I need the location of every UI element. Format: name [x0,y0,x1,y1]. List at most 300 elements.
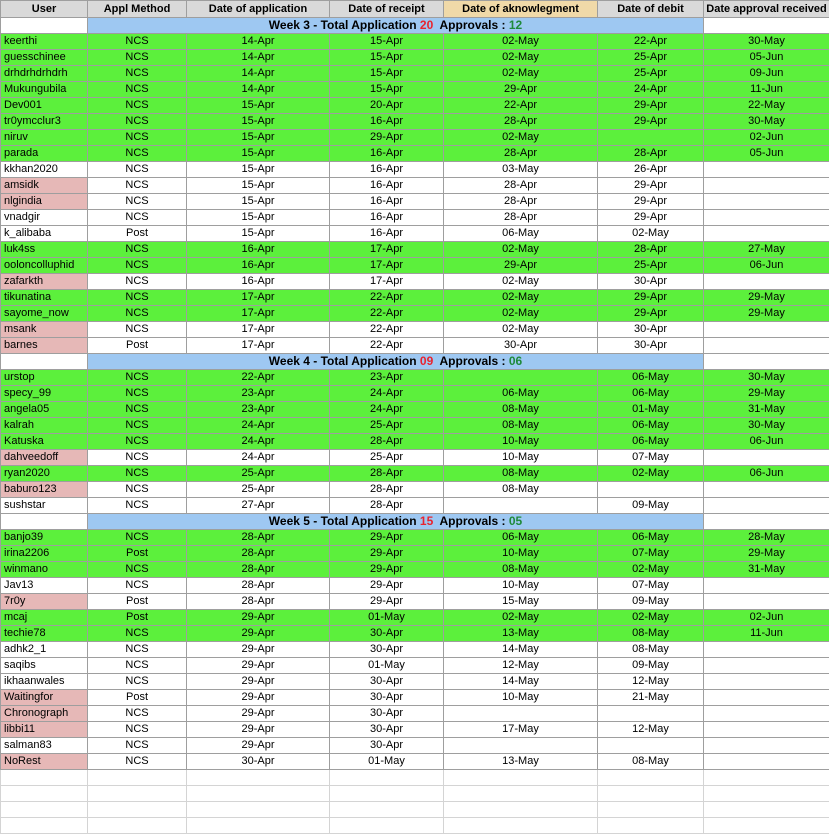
approval-date-cell[interactable]: 31-May [704,402,829,418]
method-cell[interactable]: NCS [88,482,187,498]
user-cell[interactable]: barnes [1,338,88,354]
application-date-cell[interactable]: 16-Apr [187,258,330,274]
user-cell[interactable]: irina2206 [1,546,88,562]
user-cell[interactable]: adhk2_1 [1,642,88,658]
user-cell[interactable]: mcaj [1,610,88,626]
ack-date-cell[interactable]: 22-Apr [444,98,598,114]
user-cell[interactable]: vnadgir [1,210,88,226]
col-header-user[interactable]: User [1,1,88,18]
approval-date-cell[interactable] [704,450,829,466]
receipt-date-cell[interactable]: 30-Apr [330,642,444,658]
ack-date-cell[interactable]: 06-May [444,226,598,242]
debit-date-cell[interactable] [598,706,704,722]
debit-date-cell[interactable]: 06-May [598,530,704,546]
ack-date-cell[interactable]: 03-May [444,162,598,178]
application-date-cell[interactable]: 17-Apr [187,306,330,322]
empty-cell[interactable] [1,818,88,834]
user-cell[interactable]: guesschinee [1,50,88,66]
debit-date-cell[interactable]: 08-May [598,754,704,770]
ack-date-cell[interactable]: 30-Apr [444,338,598,354]
debit-date-cell[interactable]: 12-May [598,674,704,690]
approval-date-cell[interactable] [704,274,829,290]
debit-date-cell[interactable]: 02-May [598,562,704,578]
debit-date-cell[interactable]: 29-Apr [598,178,704,194]
empty-cell[interactable] [88,802,187,818]
debit-date-cell[interactable] [598,130,704,146]
approval-date-cell[interactable]: 06-Jun [704,466,829,482]
approval-date-cell[interactable] [704,162,829,178]
receipt-date-cell[interactable]: 30-Apr [330,722,444,738]
method-cell[interactable]: NCS [88,258,187,274]
receipt-date-cell[interactable]: 01-May [330,754,444,770]
application-date-cell[interactable]: 29-Apr [187,658,330,674]
method-cell[interactable]: NCS [88,130,187,146]
approval-date-cell[interactable]: 05-Jun [704,50,829,66]
application-date-cell[interactable]: 17-Apr [187,322,330,338]
debit-date-cell[interactable]: 09-May [598,658,704,674]
application-date-cell[interactable]: 15-Apr [187,146,330,162]
empty-cell[interactable] [704,786,829,802]
receipt-date-cell[interactable]: 17-Apr [330,242,444,258]
empty-cell[interactable] [598,818,704,834]
user-cell[interactable]: sayome_now [1,306,88,322]
approval-date-cell[interactable] [704,194,829,210]
application-date-cell[interactable]: 24-Apr [187,418,330,434]
receipt-date-cell[interactable]: 22-Apr [330,306,444,322]
ack-date-cell[interactable]: 02-May [444,130,598,146]
method-cell[interactable]: NCS [88,402,187,418]
approval-date-cell[interactable]: 29-May [704,546,829,562]
receipt-date-cell[interactable]: 24-Apr [330,386,444,402]
user-cell[interactable]: kalrah [1,418,88,434]
col-header-date-debit[interactable]: Date of debit [598,1,704,18]
receipt-date-cell[interactable]: 30-Apr [330,738,444,754]
application-date-cell[interactable]: 14-Apr [187,66,330,82]
application-date-cell[interactable]: 17-Apr [187,338,330,354]
method-cell[interactable]: NCS [88,162,187,178]
approval-date-cell[interactable]: 06-Jun [704,258,829,274]
empty-cell[interactable] [88,818,187,834]
application-date-cell[interactable]: 23-Apr [187,402,330,418]
application-date-cell[interactable]: 22-Apr [187,370,330,386]
application-date-cell[interactable]: 29-Apr [187,610,330,626]
approval-date-cell[interactable] [704,498,829,514]
receipt-date-cell[interactable]: 15-Apr [330,34,444,50]
method-cell[interactable]: NCS [88,498,187,514]
debit-date-cell[interactable] [598,482,704,498]
empty-cell[interactable] [330,786,444,802]
user-cell[interactable]: tr0ymcclur3 [1,114,88,130]
application-date-cell[interactable]: 30-Apr [187,754,330,770]
method-cell[interactable]: NCS [88,290,187,306]
method-cell[interactable]: NCS [88,322,187,338]
method-cell[interactable]: NCS [88,194,187,210]
ack-date-cell[interactable]: 08-May [444,562,598,578]
ack-date-cell[interactable]: 02-May [444,274,598,290]
user-cell[interactable]: techie78 [1,626,88,642]
receipt-date-cell[interactable]: 22-Apr [330,338,444,354]
user-cell[interactable]: baburo123 [1,482,88,498]
ack-date-cell[interactable]: 06-May [444,530,598,546]
empty-cell[interactable] [330,802,444,818]
receipt-date-cell[interactable]: 20-Apr [330,98,444,114]
ack-date-cell[interactable]: 10-May [444,690,598,706]
receipt-date-cell[interactable]: 29-Apr [330,562,444,578]
empty-cell[interactable] [330,818,444,834]
debit-date-cell[interactable]: 08-May [598,626,704,642]
receipt-date-cell[interactable]: 22-Apr [330,290,444,306]
blank-cell[interactable] [704,514,829,530]
ack-date-cell[interactable]: 29-Apr [444,258,598,274]
method-cell[interactable]: NCS [88,642,187,658]
application-date-cell[interactable]: 25-Apr [187,466,330,482]
receipt-date-cell[interactable]: 29-Apr [330,546,444,562]
application-date-cell[interactable]: 15-Apr [187,162,330,178]
receipt-date-cell[interactable]: 23-Apr [330,370,444,386]
approval-date-cell[interactable] [704,226,829,242]
approval-date-cell[interactable] [704,642,829,658]
application-date-cell[interactable]: 29-Apr [187,690,330,706]
approval-date-cell[interactable]: 06-Jun [704,434,829,450]
receipt-date-cell[interactable]: 25-Apr [330,450,444,466]
col-header-date-receipt[interactable]: Date of receipt [330,1,444,18]
ack-date-cell[interactable]: 02-May [444,322,598,338]
debit-date-cell[interactable]: 02-May [598,466,704,482]
ack-date-cell[interactable]: 14-May [444,674,598,690]
receipt-date-cell[interactable]: 15-Apr [330,66,444,82]
application-date-cell[interactable]: 14-Apr [187,34,330,50]
approval-date-cell[interactable]: 05-Jun [704,146,829,162]
method-cell[interactable]: NCS [88,722,187,738]
receipt-date-cell[interactable]: 30-Apr [330,626,444,642]
approval-date-cell[interactable] [704,690,829,706]
approval-date-cell[interactable] [704,482,829,498]
ack-date-cell[interactable]: 17-May [444,722,598,738]
ack-date-cell[interactable]: 28-Apr [444,114,598,130]
receipt-date-cell[interactable]: 24-Apr [330,402,444,418]
approval-date-cell[interactable]: 11-Jun [704,82,829,98]
user-cell[interactable]: drhdrhdrhdrh [1,66,88,82]
method-cell[interactable]: NCS [88,50,187,66]
approval-date-cell[interactable]: 09-Jun [704,66,829,82]
ack-date-cell[interactable]: 02-May [444,242,598,258]
approval-date-cell[interactable]: 29-May [704,306,829,322]
user-cell[interactable]: luk4ss [1,242,88,258]
application-date-cell[interactable]: 15-Apr [187,226,330,242]
method-cell[interactable]: NCS [88,530,187,546]
application-date-cell[interactable]: 27-Apr [187,498,330,514]
method-cell[interactable]: NCS [88,706,187,722]
method-cell[interactable]: NCS [88,274,187,290]
ack-date-cell[interactable]: 02-May [444,34,598,50]
receipt-date-cell[interactable]: 01-May [330,658,444,674]
ack-date-cell[interactable]: 02-May [444,290,598,306]
receipt-date-cell[interactable]: 17-Apr [330,258,444,274]
debit-date-cell[interactable]: 07-May [598,578,704,594]
receipt-date-cell[interactable]: 22-Apr [330,322,444,338]
col-header-date-application[interactable]: Date of application [187,1,330,18]
empty-cell[interactable] [704,802,829,818]
ack-date-cell[interactable] [444,370,598,386]
approval-date-cell[interactable] [704,594,829,610]
approval-date-cell[interactable] [704,338,829,354]
debit-date-cell[interactable]: 26-Apr [598,162,704,178]
debit-date-cell[interactable]: 02-May [598,226,704,242]
col-header-date-approval[interactable]: Date approval received [704,1,829,18]
empty-cell[interactable] [187,802,330,818]
receipt-date-cell[interactable]: 28-Apr [330,482,444,498]
approval-date-cell[interactable]: 22-May [704,98,829,114]
col-header-date-acknowledgment[interactable]: Date of aknowlegment [444,1,598,18]
method-cell[interactable]: NCS [88,578,187,594]
user-cell[interactable]: amsidk [1,178,88,194]
ack-date-cell[interactable] [444,738,598,754]
approval-date-cell[interactable] [704,178,829,194]
method-cell[interactable]: NCS [88,450,187,466]
receipt-date-cell[interactable]: 16-Apr [330,226,444,242]
empty-cell[interactable] [704,770,829,786]
approval-date-cell[interactable] [704,658,829,674]
method-cell[interactable]: NCS [88,418,187,434]
debit-date-cell[interactable]: 28-Apr [598,242,704,258]
receipt-date-cell[interactable]: 29-Apr [330,594,444,610]
ack-date-cell[interactable]: 08-May [444,402,598,418]
application-date-cell[interactable]: 14-Apr [187,82,330,98]
empty-cell[interactable] [88,786,187,802]
receipt-date-cell[interactable]: 28-Apr [330,434,444,450]
receipt-date-cell[interactable]: 29-Apr [330,530,444,546]
debit-date-cell[interactable]: 29-Apr [598,210,704,226]
receipt-date-cell[interactable]: 16-Apr [330,210,444,226]
user-cell[interactable]: msank [1,322,88,338]
user-cell[interactable]: banjo39 [1,530,88,546]
user-cell[interactable]: ryan2020 [1,466,88,482]
blank-cell[interactable] [1,514,88,530]
application-date-cell[interactable]: 15-Apr [187,194,330,210]
approval-date-cell[interactable]: 27-May [704,242,829,258]
method-cell[interactable]: NCS [88,370,187,386]
method-cell[interactable]: Post [88,610,187,626]
empty-cell[interactable] [1,802,88,818]
approval-date-cell[interactable]: 30-May [704,34,829,50]
application-date-cell[interactable]: 16-Apr [187,242,330,258]
user-cell[interactable]: angela05 [1,402,88,418]
ack-date-cell[interactable]: 28-Apr [444,178,598,194]
receipt-date-cell[interactable]: 29-Apr [330,130,444,146]
method-cell[interactable]: NCS [88,66,187,82]
application-date-cell[interactable]: 23-Apr [187,386,330,402]
method-cell[interactable]: NCS [88,658,187,674]
debit-date-cell[interactable]: 30-Apr [598,274,704,290]
method-cell[interactable]: NCS [88,386,187,402]
receipt-date-cell[interactable]: 15-Apr [330,82,444,98]
application-date-cell[interactable]: 24-Apr [187,450,330,466]
receipt-date-cell[interactable]: 28-Apr [330,466,444,482]
user-cell[interactable]: 7r0y [1,594,88,610]
debit-date-cell[interactable]: 25-Apr [598,258,704,274]
week-summary-banner[interactable] [88,514,704,530]
debit-date-cell[interactable]: 29-Apr [598,290,704,306]
method-cell[interactable]: NCS [88,738,187,754]
ack-date-cell[interactable]: 28-Apr [444,210,598,226]
method-cell[interactable]: Post [88,226,187,242]
approval-date-cell[interactable] [704,738,829,754]
ack-date-cell[interactable]: 02-May [444,610,598,626]
receipt-date-cell[interactable]: 16-Apr [330,114,444,130]
ack-date-cell[interactable]: 10-May [444,434,598,450]
empty-cell[interactable] [330,770,444,786]
debit-date-cell[interactable] [598,738,704,754]
debit-date-cell[interactable]: 28-Apr [598,146,704,162]
ack-date-cell[interactable]: 10-May [444,546,598,562]
empty-cell[interactable] [598,770,704,786]
debit-date-cell[interactable]: 29-Apr [598,306,704,322]
receipt-date-cell[interactable]: 30-Apr [330,674,444,690]
approval-date-cell[interactable] [704,722,829,738]
ack-date-cell[interactable]: 02-May [444,50,598,66]
approval-date-cell[interactable]: 31-May [704,562,829,578]
debit-date-cell[interactable]: 22-Apr [598,34,704,50]
application-date-cell[interactable]: 29-Apr [187,642,330,658]
receipt-date-cell[interactable]: 28-Apr [330,498,444,514]
week-summary-banner[interactable] [88,354,704,370]
receipt-date-cell[interactable]: 15-Apr [330,50,444,66]
debit-date-cell[interactable]: 24-Apr [598,82,704,98]
empty-cell[interactable] [598,802,704,818]
method-cell[interactable]: NCS [88,82,187,98]
user-cell[interactable]: Mukungubila [1,82,88,98]
debit-date-cell[interactable]: 06-May [598,434,704,450]
approval-date-cell[interactable]: 30-May [704,114,829,130]
receipt-date-cell[interactable]: 16-Apr [330,162,444,178]
user-cell[interactable]: keerthi [1,34,88,50]
empty-cell[interactable] [444,802,598,818]
ack-date-cell[interactable]: 28-Apr [444,146,598,162]
user-cell[interactable]: winmano [1,562,88,578]
application-date-cell[interactable]: 28-Apr [187,546,330,562]
method-cell[interactable]: NCS [88,210,187,226]
user-cell[interactable]: saqibs [1,658,88,674]
debit-date-cell[interactable]: 09-May [598,594,704,610]
approval-date-cell[interactable]: 28-May [704,530,829,546]
method-cell[interactable]: NCS [88,626,187,642]
approval-date-cell[interactable]: 02-Jun [704,610,829,626]
user-cell[interactable]: ikhaanwales [1,674,88,690]
application-date-cell[interactable]: 24-Apr [187,434,330,450]
method-cell[interactable]: NCS [88,674,187,690]
user-cell[interactable]: parada [1,146,88,162]
application-date-cell[interactable]: 15-Apr [187,114,330,130]
approval-date-cell[interactable]: 11-Jun [704,626,829,642]
application-date-cell[interactable]: 25-Apr [187,482,330,498]
application-date-cell[interactable]: 29-Apr [187,626,330,642]
empty-cell[interactable] [187,770,330,786]
empty-cell[interactable] [1,786,88,802]
debit-date-cell[interactable]: 25-Apr [598,66,704,82]
receipt-date-cell[interactable]: 30-Apr [330,706,444,722]
approval-date-cell[interactable] [704,322,829,338]
method-cell[interactable]: Post [88,338,187,354]
application-date-cell[interactable]: 28-Apr [187,530,330,546]
method-cell[interactable]: Post [88,690,187,706]
application-date-cell[interactable]: 15-Apr [187,210,330,226]
application-date-cell[interactable]: 16-Apr [187,274,330,290]
application-date-cell[interactable]: 29-Apr [187,738,330,754]
empty-cell[interactable] [187,786,330,802]
debit-date-cell[interactable]: 29-Apr [598,114,704,130]
ack-date-cell[interactable]: 13-May [444,754,598,770]
method-cell[interactable]: NCS [88,34,187,50]
application-date-cell[interactable]: 29-Apr [187,674,330,690]
ack-date-cell[interactable]: 29-Apr [444,82,598,98]
user-cell[interactable]: dahveedoff [1,450,88,466]
ack-date-cell[interactable]: 12-May [444,658,598,674]
method-cell[interactable]: NCS [88,98,187,114]
user-cell[interactable]: kkhan2020 [1,162,88,178]
empty-cell[interactable] [444,770,598,786]
ack-date-cell[interactable] [444,498,598,514]
user-cell[interactable]: urstop [1,370,88,386]
approval-date-cell[interactable]: 29-May [704,290,829,306]
ack-date-cell[interactable] [444,706,598,722]
application-date-cell[interactable]: 28-Apr [187,578,330,594]
application-date-cell[interactable]: 29-Apr [187,722,330,738]
application-date-cell[interactable]: 14-Apr [187,50,330,66]
ack-date-cell[interactable]: 15-May [444,594,598,610]
ack-date-cell[interactable]: 08-May [444,482,598,498]
debit-date-cell[interactable]: 08-May [598,642,704,658]
user-cell[interactable]: sushstar [1,498,88,514]
approval-date-cell[interactable] [704,754,829,770]
approval-date-cell[interactable]: 29-May [704,386,829,402]
method-cell[interactable]: NCS [88,306,187,322]
debit-date-cell[interactable]: 12-May [598,722,704,738]
application-date-cell[interactable]: 17-Apr [187,290,330,306]
application-date-cell[interactable]: 15-Apr [187,130,330,146]
debit-date-cell[interactable]: 07-May [598,450,704,466]
user-cell[interactable]: NoRest [1,754,88,770]
debit-date-cell[interactable]: 01-May [598,402,704,418]
application-date-cell[interactable]: 28-Apr [187,562,330,578]
method-cell[interactable]: NCS [88,242,187,258]
week-summary-banner[interactable] [88,18,704,34]
application-date-cell[interactable]: 15-Apr [187,98,330,114]
method-cell[interactable]: NCS [88,114,187,130]
user-cell[interactable]: tikunatina [1,290,88,306]
method-cell[interactable]: NCS [88,754,187,770]
method-cell[interactable]: NCS [88,178,187,194]
ack-date-cell[interactable]: 14-May [444,642,598,658]
debit-date-cell[interactable]: 30-Apr [598,322,704,338]
user-cell[interactable]: Chronograph [1,706,88,722]
user-cell[interactable]: Katuska [1,434,88,450]
receipt-date-cell[interactable]: 30-Apr [330,690,444,706]
ack-date-cell[interactable]: 13-May [444,626,598,642]
col-header-appl-method[interactable]: Appl Method [88,1,187,18]
approval-date-cell[interactable]: 30-May [704,418,829,434]
receipt-date-cell[interactable]: 16-Apr [330,146,444,162]
method-cell[interactable]: NCS [88,434,187,450]
debit-date-cell[interactable]: 25-Apr [598,50,704,66]
empty-cell[interactable] [88,770,187,786]
user-cell[interactable]: Dev001 [1,98,88,114]
receipt-date-cell[interactable]: 16-Apr [330,178,444,194]
debit-date-cell[interactable]: 21-May [598,690,704,706]
empty-cell[interactable] [598,786,704,802]
approval-date-cell[interactable]: 30-May [704,370,829,386]
debit-date-cell[interactable]: 06-May [598,370,704,386]
blank-cell[interactable] [1,18,88,34]
